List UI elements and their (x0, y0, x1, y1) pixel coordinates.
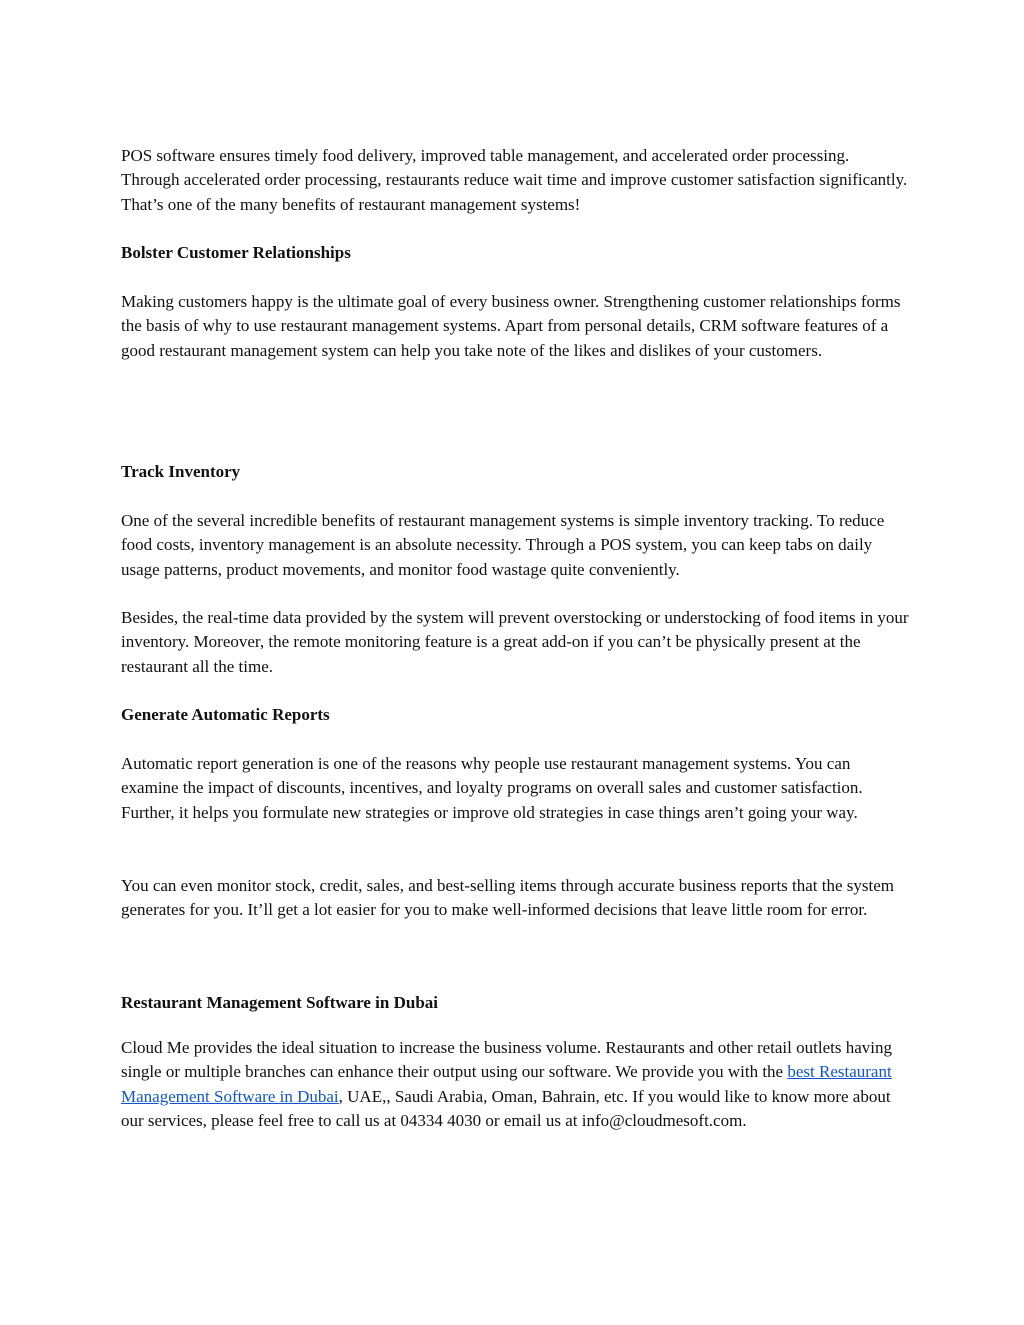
paragraph-business-reports: You can even monitor stock, credit, sales, and best-selling items through accurate business reports that the system generates for you. It’ll get a lot easier for you to make well-informed decisions that leave little room for error. (121, 876, 895, 920)
heading-restaurant-software-dubai: Restaurant Management Software in Dubai (121, 993, 439, 1012)
paragraph-cloud-me-text-after: , UAE,, Saudi Arabia, Oman, Bahrain, etc. If you would like to know more about our services, please feel free to call us at 04334 4030 or email us at info@cloudmesoft.com. (121, 1086, 891, 1131)
heading-bolster-customer-relationships: Bolster Customer Relationships (121, 243, 351, 262)
paragraph-pos-benefits: POS software ensures timely food delivery, improved table management, and accelerated order processing. Through accelerated order processing, restaurants reduce wait time and improve customer satisfaction significantly. That’s one of the many benefits of restaurant management systems! (121, 146, 908, 214)
heading-generate-automatic-reports: Generate Automatic Reports (121, 705, 330, 724)
paragraph-customer-relationships: Making customers happy is the ultimate goal of every business owner. Strengthening customer relationships forms the basis of why to use restaurant management systems. Apart from personal details, CRM software features of a good restaurant management system can help you take note of the likes and dislikes of your customers. (121, 292, 901, 360)
paragraph-inventory-tracking: One of the several incredible benefits of restaurant management systems is simple inventory tracking. To reduce food costs, inventory management is an absolute necessity. Through a POS system, you can keep tabs on daily usage patterns, product movements, and monitor food wastage quite conveniently. (121, 511, 885, 579)
restaurant-software-dubai-link[interactable]: best Restaurant Management Software in Dubai (121, 1062, 892, 1106)
paragraph-real-time-data: Besides, the real-time data provided by the system will prevent overstocking or understocking of food items in your inventory. Moreover, the remote monitoring feature is a great add-on if you can’t be physically present at the restaurant all the time. (121, 608, 909, 676)
paragraph-automatic-reports: Automatic report generation is one of the reasons why people use restaurant management systems. You can examine the impact of discounts, incentives, and loyalty programs on overall sales and customer satisfaction. Further, it helps you formulate new strategies or improve old strategies in case things aren’t going your way. (121, 754, 863, 822)
heading-track-inventory: Track Inventory (121, 462, 241, 481)
paragraph-cloud-me-text-before: Cloud Me provides the ideal situation to increase the business volume. Restaurants and other retail outlets having single or multiple branches can enhance their output using our software. We provide you with the (121, 1038, 892, 1082)
paragraph-cloud-me (121, 1036, 911, 1134)
